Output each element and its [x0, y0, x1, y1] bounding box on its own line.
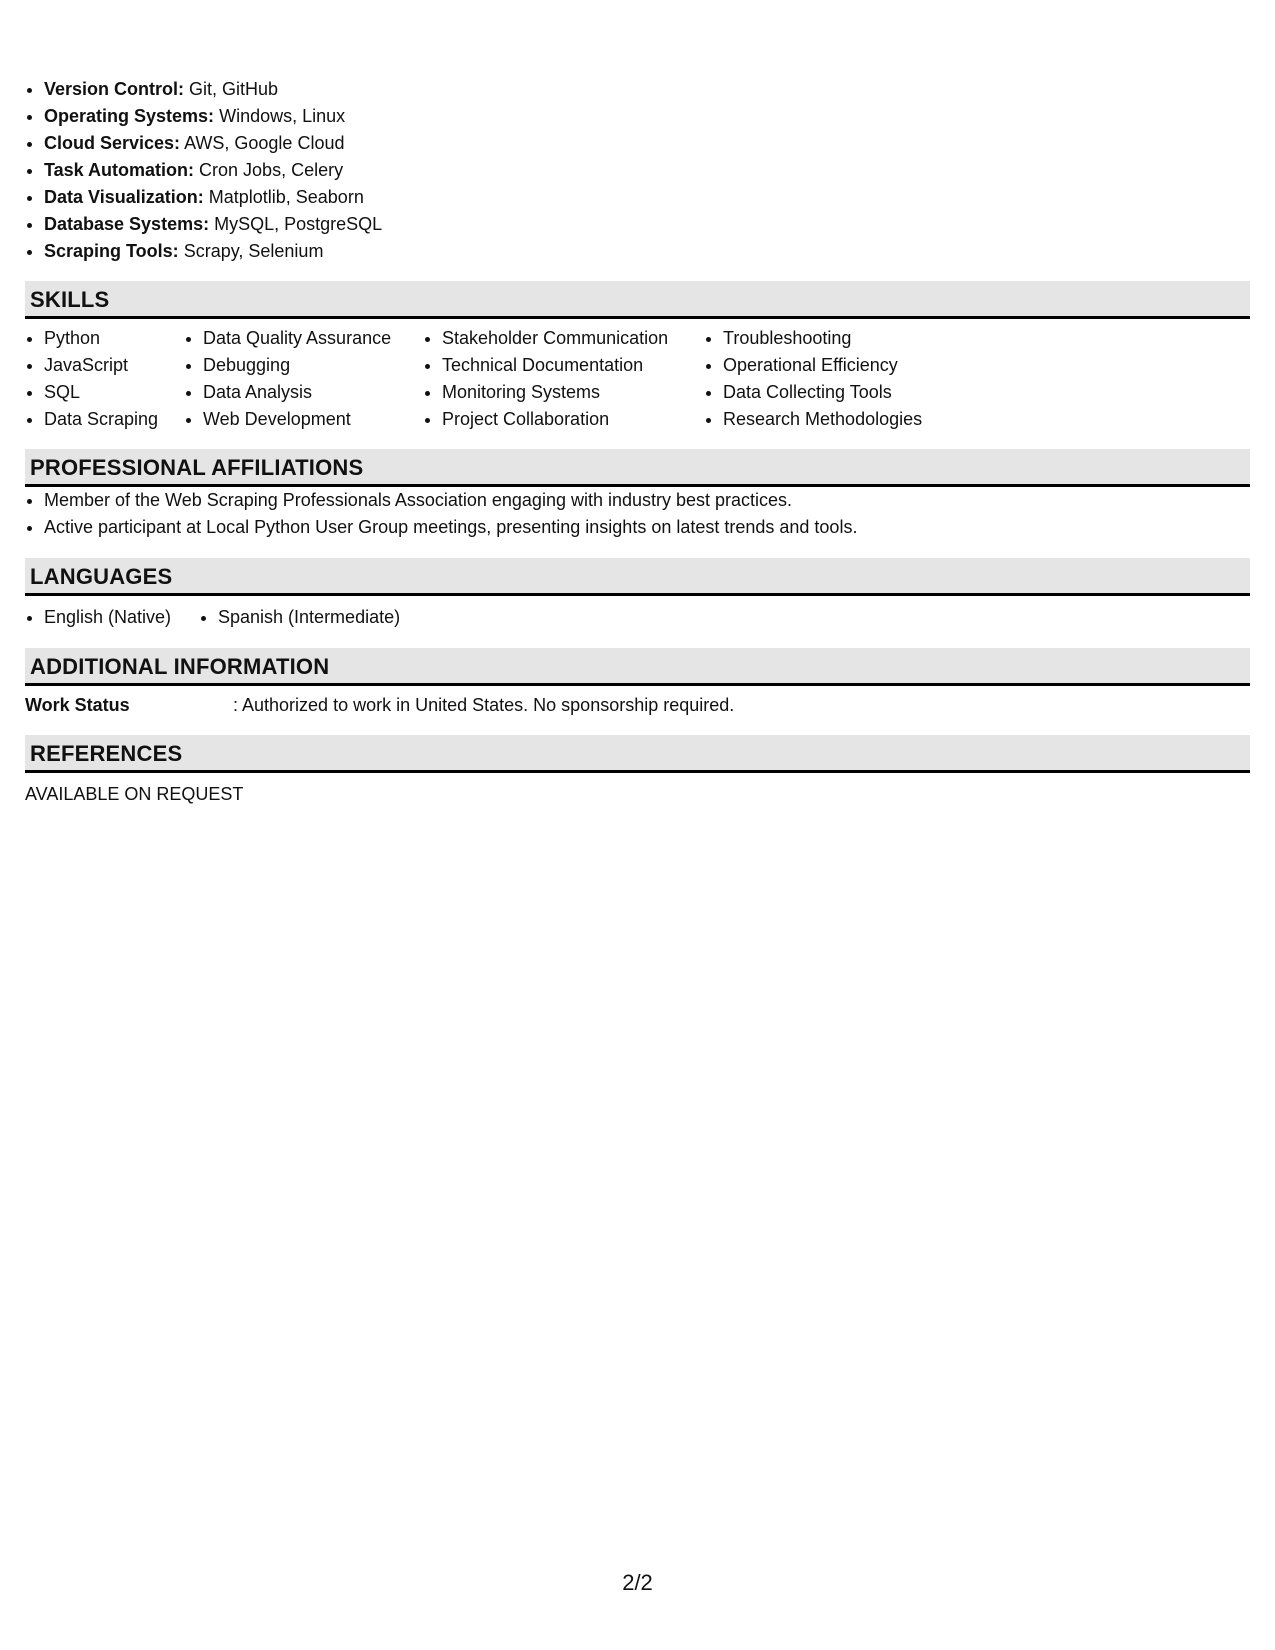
languages-column-2	[199, 604, 400, 631]
tech-label: Cloud Services:	[44, 133, 181, 153]
tech-value: AWS, Google Cloud	[184, 133, 345, 153]
list-item	[44, 157, 1250, 184]
tech-label: Database Systems:	[44, 214, 210, 234]
list-item: • Spanish (Intermediate)	[218, 604, 400, 631]
languages-heading: LANGUAGES	[25, 558, 1250, 596]
tech-label: Scraping Tools:	[44, 241, 179, 261]
skills-column-3	[423, 325, 704, 433]
skills-column-4	[704, 325, 922, 433]
list-item: • Python	[44, 325, 184, 352]
work-status-row	[25, 692, 1250, 719]
list-item: • Technical Documentation	[442, 352, 704, 379]
list-item: • Stakeholder Communication	[442, 325, 704, 352]
list-item: • English (Native)	[44, 604, 199, 631]
list-item: • Project Collaboration	[442, 406, 704, 433]
tech-value: Windows, Linux	[219, 106, 346, 126]
list-item: • Troubleshooting	[723, 325, 922, 352]
list-item: • Web Development	[203, 406, 423, 433]
list-item: • Data Scraping	[44, 406, 184, 433]
references-text: AVAILABLE ON REQUEST	[25, 784, 244, 804]
list-item: • JavaScript	[44, 352, 184, 379]
list-item	[44, 76, 1250, 103]
list-item: • Data Collecting Tools	[723, 379, 922, 406]
list-item: • Debugging	[203, 352, 423, 379]
affiliations-heading: PROFESSIONAL AFFILIATIONS	[25, 449, 1250, 487]
tech-label: Data Visualization:	[44, 187, 204, 207]
list-item: • Monitoring Systems	[442, 379, 704, 406]
list-item: • Data Quality Assurance	[203, 325, 423, 352]
references-heading: REFERENCES	[25, 735, 1250, 773]
tech-value: Cron Jobs, Celery	[199, 160, 344, 180]
tech-label: Task Automation:	[44, 160, 195, 180]
list-item: • Data Analysis	[203, 379, 423, 406]
tech-value: Scrapy, Selenium	[183, 241, 324, 261]
list-item: • Operational Efficiency	[723, 352, 922, 379]
list-item: • Active participant at Local Python User Group meetings, presenting insights on latest trends and tools.	[44, 514, 1250, 541]
work-status-label: Work Status	[25, 695, 130, 715]
skills-grid	[25, 325, 1250, 433]
languages-column-1	[25, 604, 199, 631]
list-item: • Research Methodologies	[723, 406, 922, 433]
skills-heading: SKILLS	[25, 281, 1250, 319]
additional-info-heading: ADDITIONAL INFORMATION	[25, 648, 1250, 686]
list-item	[44, 130, 1250, 157]
list-item	[44, 103, 1250, 130]
tech-label: Version Control:	[44, 79, 185, 99]
tech-value: Git, GitHub	[189, 79, 279, 99]
list-item: • Member of the Web Scraping Professionals Association engaging with industry best practices.	[44, 487, 1250, 514]
tech-value: Matplotlib, Seaborn	[208, 187, 364, 207]
list-item	[44, 184, 1250, 211]
resume-page	[25, 76, 1250, 808]
tech-value: MySQL, PostgreSQL	[214, 214, 383, 234]
affiliations-list	[25, 487, 1250, 541]
skills-column-1	[25, 325, 184, 433]
list-item: • SQL	[44, 379, 184, 406]
list-item	[44, 238, 1250, 265]
list-item	[44, 211, 1250, 238]
work-status-value: : Authorized to work in United States. No sponsorship required.	[233, 695, 735, 715]
tech-label: Operating Systems:	[44, 106, 215, 126]
technical-skills-list	[25, 76, 1250, 265]
languages-list	[25, 604, 1250, 631]
skills-column-2	[184, 325, 423, 433]
page-number: 2/2	[622, 1570, 653, 1595]
